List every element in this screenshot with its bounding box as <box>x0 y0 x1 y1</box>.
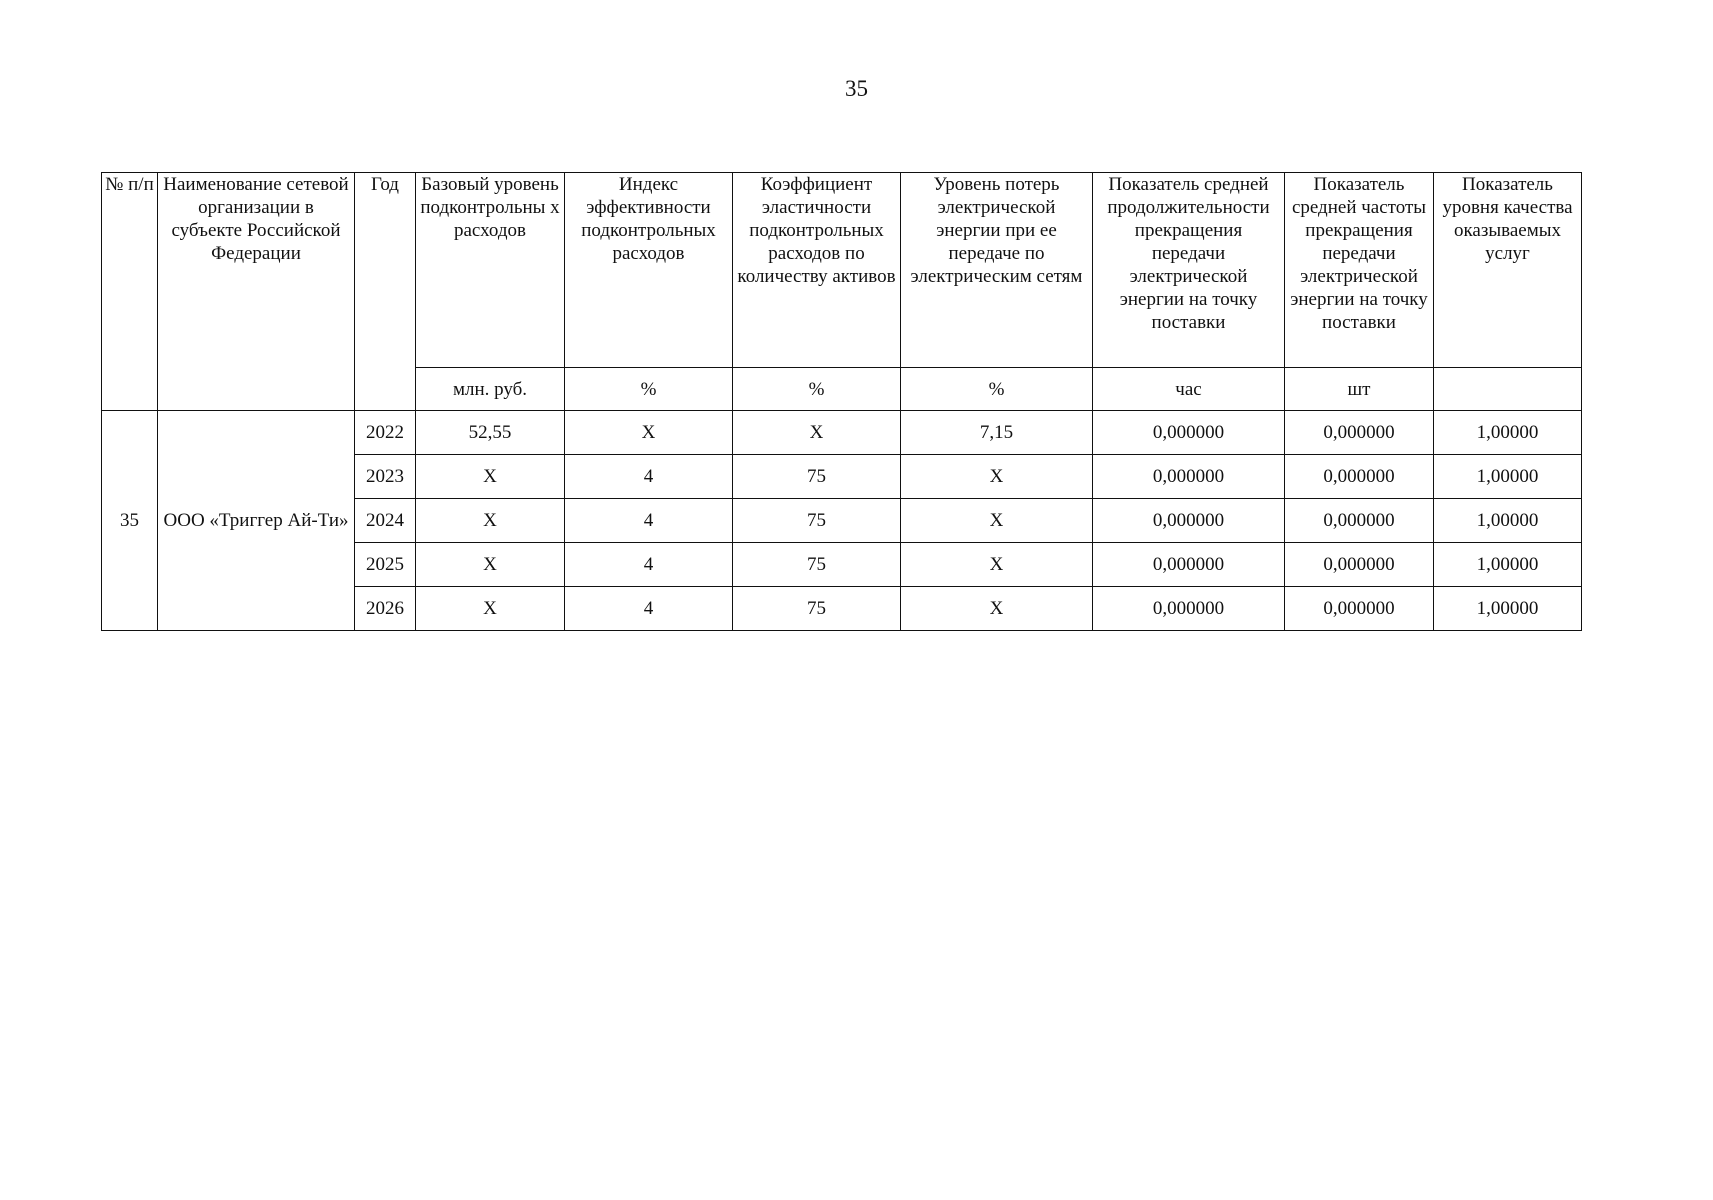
value-cell: 0,000000 <box>1285 587 1434 631</box>
header-interruption-frequency: Показатель средней частоты прекращения передачи электрической энергии на точку поставки <box>1285 173 1434 368</box>
tariff-parameters-table <box>101 172 1582 631</box>
value-cell: 4 <box>565 543 733 587</box>
value-cell: 7,15 <box>901 411 1093 455</box>
value-cell: X <box>565 411 733 455</box>
org-name: ООО «Триггер Ай-Ти» <box>158 411 355 631</box>
value-cell: 0,000000 <box>1093 587 1285 631</box>
unit-cell: млн. руб. <box>416 368 565 411</box>
header-number: № п/п <box>102 173 158 411</box>
value-cell: 75 <box>733 587 901 631</box>
value-cell: X <box>901 587 1093 631</box>
value-cell: 1,00000 <box>1434 587 1582 631</box>
value-cell: 0,000000 <box>1285 411 1434 455</box>
header-org-name: Наименование сетевой организации в субъекте Российской Федерации <box>158 173 355 411</box>
value-cell: X <box>416 499 565 543</box>
header-elasticity-coefficient: Коэффициент эластичности подконтрольных расходов по количеству активов <box>733 173 901 368</box>
value-cell: 0,000000 <box>1285 455 1434 499</box>
year-cell: 2026 <box>355 587 416 631</box>
value-cell: 0,000000 <box>1285 499 1434 543</box>
value-cell: 75 <box>733 455 901 499</box>
value-cell: 0,000000 <box>1093 455 1285 499</box>
value-cell: 4 <box>565 499 733 543</box>
value-cell: 1,00000 <box>1434 499 1582 543</box>
unit-cell: % <box>733 368 901 411</box>
year-cell: 2022 <box>355 411 416 455</box>
header-interruption-duration: Показатель средней продолжительности прекращения передачи электрической энергии на точку поставки <box>1093 173 1285 368</box>
value-cell: 1,00000 <box>1434 543 1582 587</box>
header-efficiency-index: Индекс эффективности подконтрольных расходов <box>565 173 733 368</box>
header-year: Год <box>355 173 416 411</box>
unit-cell: шт <box>1285 368 1434 411</box>
unit-cell: % <box>901 368 1093 411</box>
header-service-quality: Показатель уровня качества оказываемых услуг <box>1434 173 1582 368</box>
value-cell: X <box>901 455 1093 499</box>
header-row <box>102 173 1582 368</box>
table-row <box>102 411 1582 455</box>
value-cell: 1,00000 <box>1434 411 1582 455</box>
value-cell: X <box>901 499 1093 543</box>
unit-cell: час <box>1093 368 1285 411</box>
value-cell: 0,000000 <box>1285 543 1434 587</box>
value-cell: X <box>416 543 565 587</box>
value-cell: 4 <box>565 587 733 631</box>
header-base-cost: Базовый уровень подконтрольны х расходов <box>416 173 565 368</box>
value-cell: X <box>901 543 1093 587</box>
unit-cell <box>1434 368 1582 411</box>
value-cell: 75 <box>733 543 901 587</box>
page-number: 35 <box>845 76 868 101</box>
org-number: 35 <box>102 411 158 631</box>
unit-cell: % <box>565 368 733 411</box>
value-cell: X <box>733 411 901 455</box>
value-cell: X <box>416 587 565 631</box>
year-cell: 2024 <box>355 499 416 543</box>
value-cell: 75 <box>733 499 901 543</box>
value-cell: 52,55 <box>416 411 565 455</box>
value-cell: 0,000000 <box>1093 543 1285 587</box>
value-cell: 0,000000 <box>1093 499 1285 543</box>
value-cell: 4 <box>565 455 733 499</box>
value-cell: 0,000000 <box>1093 411 1285 455</box>
value-cell: 1,00000 <box>1434 455 1582 499</box>
value-cell: X <box>416 455 565 499</box>
header-loss-level: Уровень потерь электрической энергии при ее передаче по электрическим сетям <box>901 173 1093 368</box>
year-cell: 2023 <box>355 455 416 499</box>
year-cell: 2025 <box>355 543 416 587</box>
